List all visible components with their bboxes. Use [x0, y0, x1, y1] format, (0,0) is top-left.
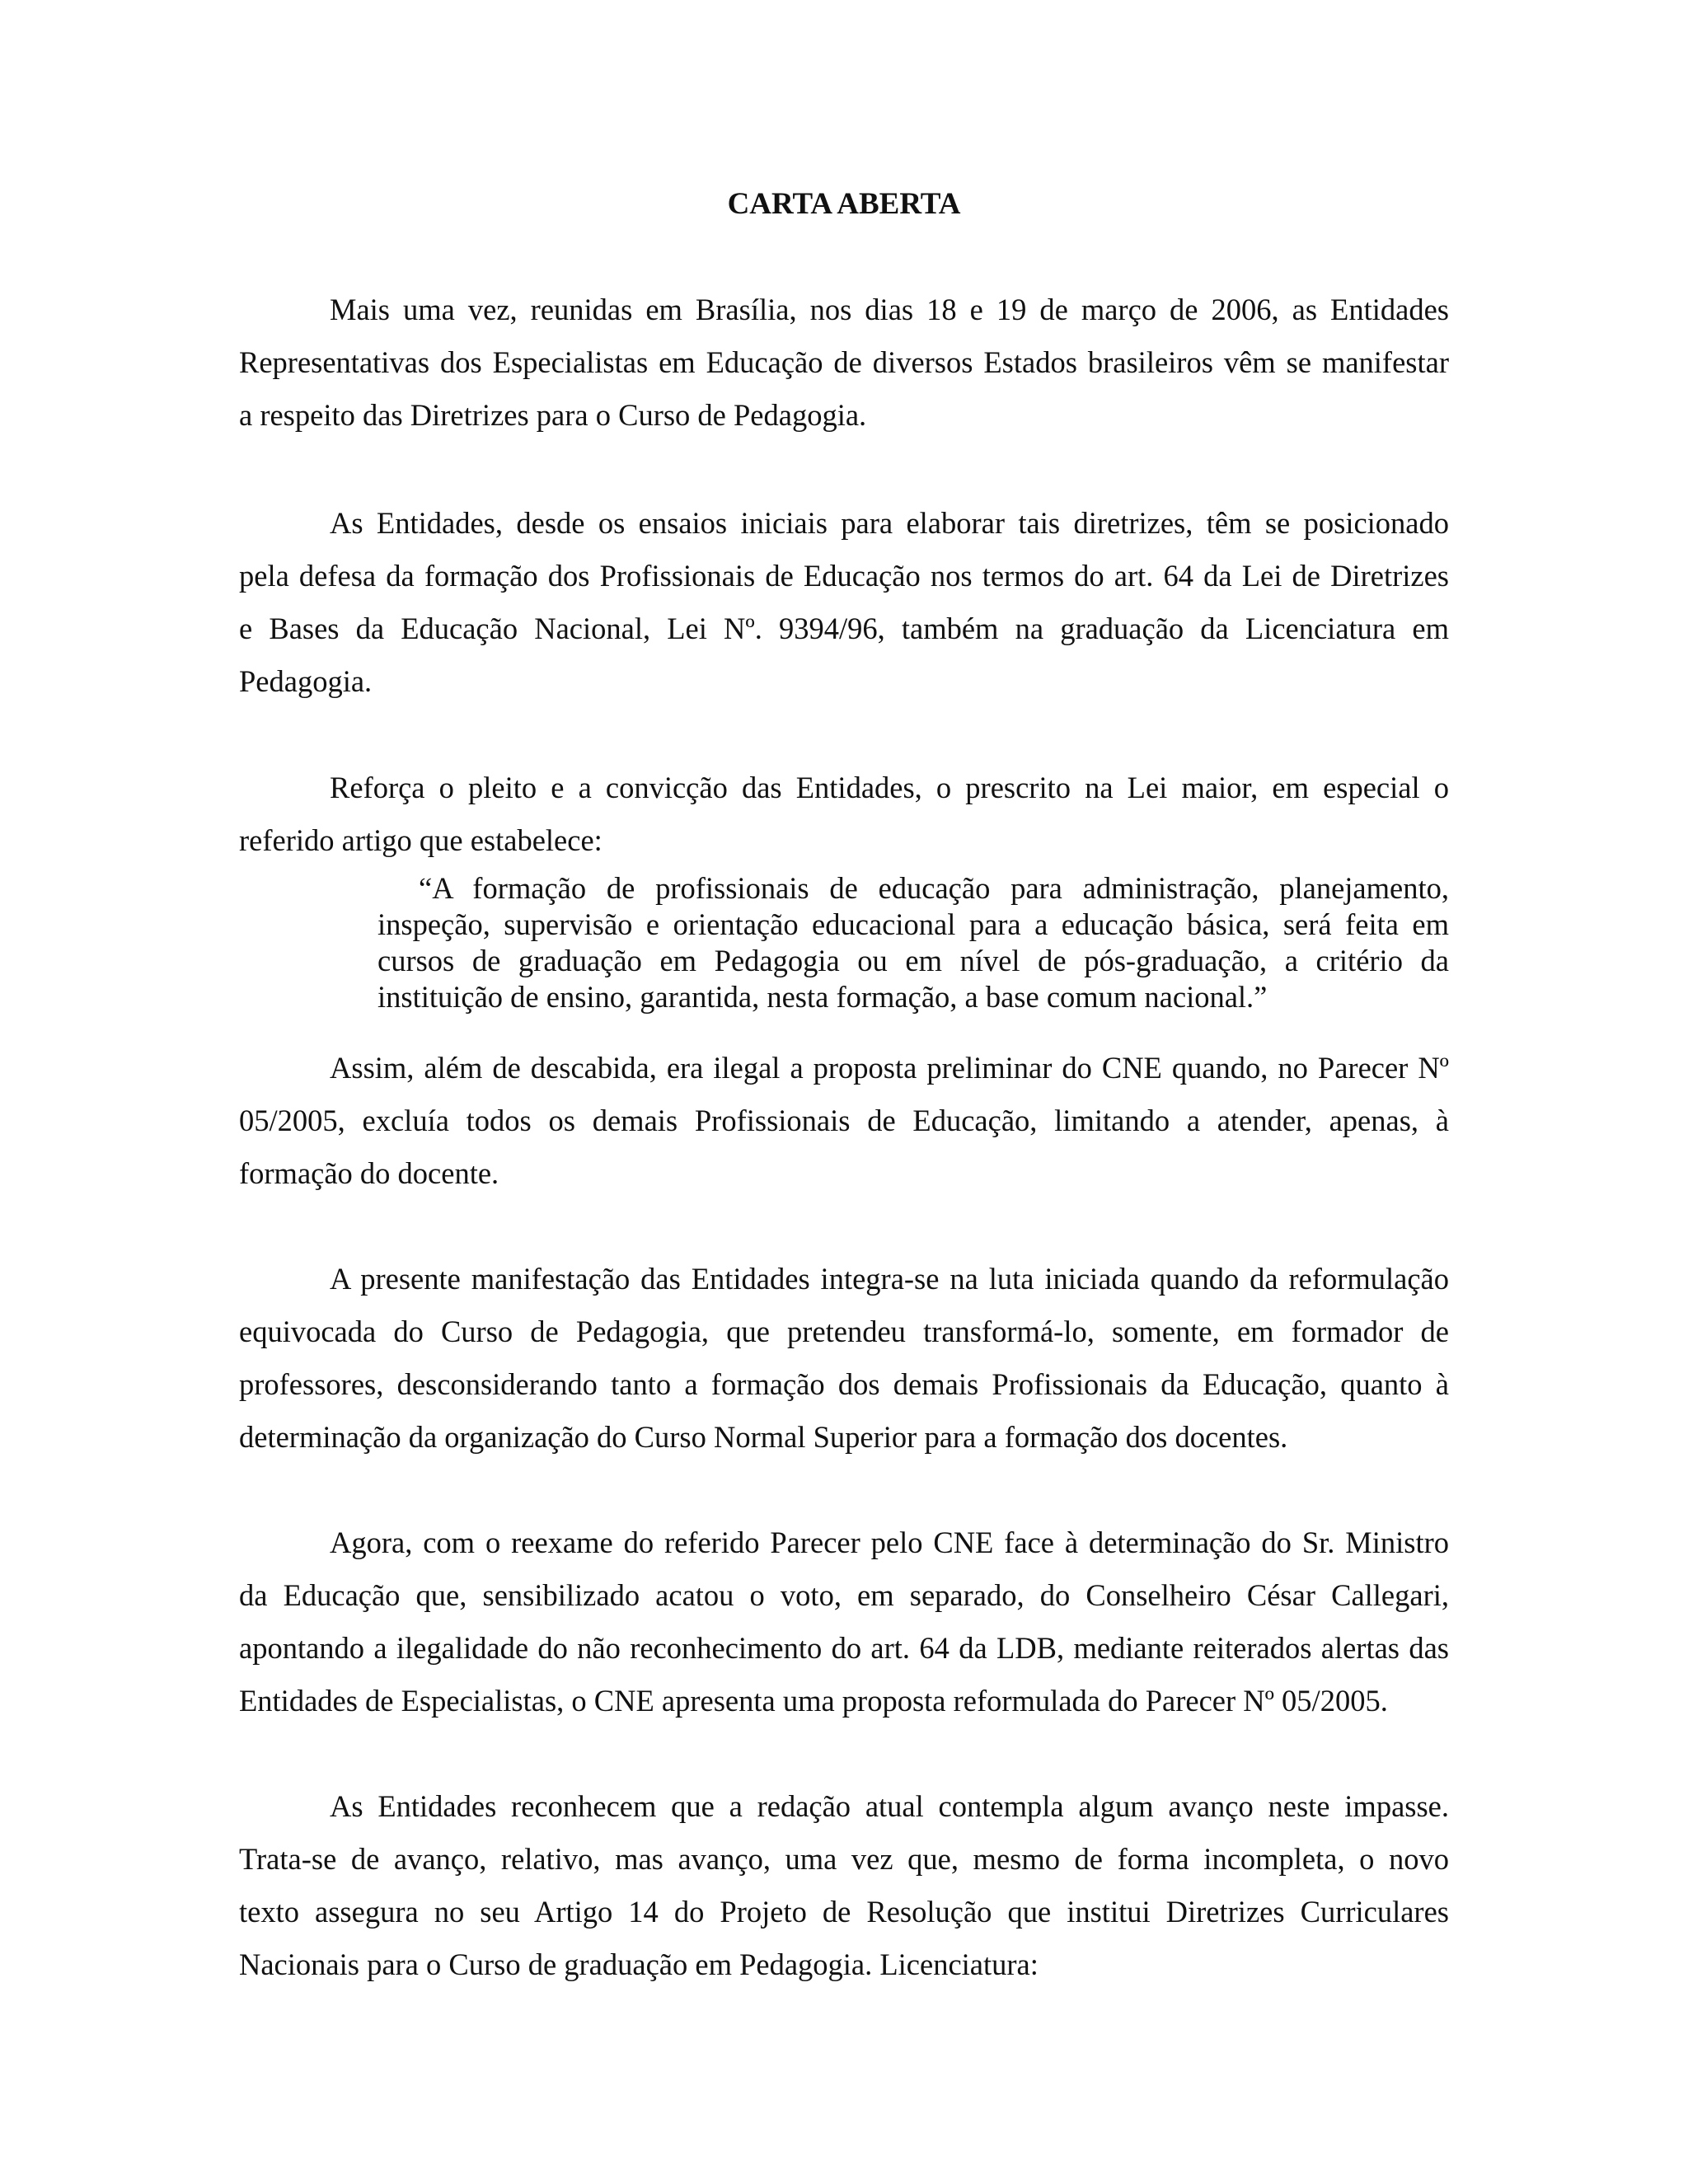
paragraph-line: Nacionais para o Curso de graduação em Pedagogia. Licenciatura:: [239, 1947, 1039, 1981]
quote-line: cursos de graduação em Pedagogia ou em nível de pós-graduação, a critério da: [377, 944, 1449, 977]
block-quote: [377, 870, 1449, 1015]
document-title: CARTA ABERTA: [727, 187, 961, 221]
paragraph-5: [239, 1253, 1449, 1464]
paragraph-line: Mais uma vez, reunidas em Brasília, nos dias 18 e 19 de março de 2006, as Entidades: [330, 293, 1449, 326]
paragraph-line: 05/2005, excluía todos os demais Profissionais de Educação, limitando a atender, apenas, à: [239, 1104, 1449, 1137]
paragraph-line: A presente manifestação das Entidades integra-se na luta iniciada quando da reformulação: [330, 1262, 1449, 1296]
paragraph-line: Agora, com o reexame do referido Parecer pelo CNE face à determinação do Sr. Ministro: [330, 1526, 1449, 1559]
paragraph-line: referido artigo que estabelece:: [239, 823, 603, 857]
paragraph-line: determinação da organização do Curso Normal Superior para a formação dos docentes.: [239, 1420, 1288, 1454]
paragraph-line: formação do docente.: [239, 1156, 499, 1190]
paragraph-line: Reforça o pleito e a convicção das Entidades, o prescrito na Lei maior, em especial o: [330, 771, 1449, 804]
paragraph-1: [239, 284, 1449, 442]
paragraph-line: Entidades de Especialistas, o CNE apresenta uma proposta reformulada do Parecer Nº 05/2005.: [239, 1684, 1388, 1718]
paragraph-line: Pedagogia.: [239, 664, 373, 698]
paragraph-line: apontando a ilegalidade do não reconhecimento do art. 64 da LDB, mediante reiterados alertas das: [239, 1631, 1449, 1665]
paragraph-4: [239, 1042, 1449, 1200]
paragraph-line: Representativas dos Especialistas em Educação de diversos Estados brasileiros vêm se manifestar: [239, 345, 1449, 379]
paragraph-line: equivocada do Curso de Pedagogia, que pretendeu transformá-lo, somente, em formador de: [239, 1315, 1449, 1348]
paragraph-line: As Entidades, desde os ensaios iniciais para elaborar tais diretrizes, têm se posicionado: [330, 506, 1449, 540]
paragraph-line: Trata-se de avanço, relativo, mas avanço, uma vez que, mesmo de forma incompleta, o novo: [239, 1842, 1449, 1876]
paragraph-line: texto assegura no seu Artigo 14 do Projeto de Resolução que institui Diretrizes Curriculares: [239, 1895, 1449, 1929]
quote-line: instituição de ensino, garantida, nesta formação, a base comum nacional.”: [377, 980, 1268, 1014]
paragraph-line: pela defesa da formação dos Profissionais de Educação nos termos do art. 64 da Lei de Diretrizes: [239, 559, 1449, 593]
paragraph-line: As Entidades reconhecem que a redação atual contempla algum avanço neste impasse.: [330, 1789, 1449, 1823]
paragraph-line: Assim, além de descabida, era ilegal a proposta preliminar do CNE quando, no Parecer Nº: [330, 1051, 1449, 1085]
paragraph-line: da Educação que, sensibilizado acatou o voto, em separado, do Conselheiro César Callegari,: [239, 1578, 1449, 1612]
paragraph-2: [239, 497, 1449, 708]
paragraph-6: [239, 1516, 1449, 1727]
paragraph-line: a respeito das Diretrizes para o Curso de Pedagogia.: [239, 398, 867, 432]
quote-line: inspeção, supervisão e orientação educacional para a educação básica, será feita em: [377, 907, 1449, 941]
paragraph-line: e Bases da Educação Nacional, Lei Nº. 9394/96, também na graduação da Licenciatura em: [239, 612, 1449, 645]
paragraph-3: [239, 762, 1449, 867]
quote-line: “A formação de profissionais de educação para administração, planejamento,: [419, 871, 1449, 905]
paragraph-7: [239, 1780, 1449, 1991]
paragraph-line: professores, desconsiderando tanto a formação dos demais Profissionais da Educação, quanto à: [239, 1367, 1449, 1401]
